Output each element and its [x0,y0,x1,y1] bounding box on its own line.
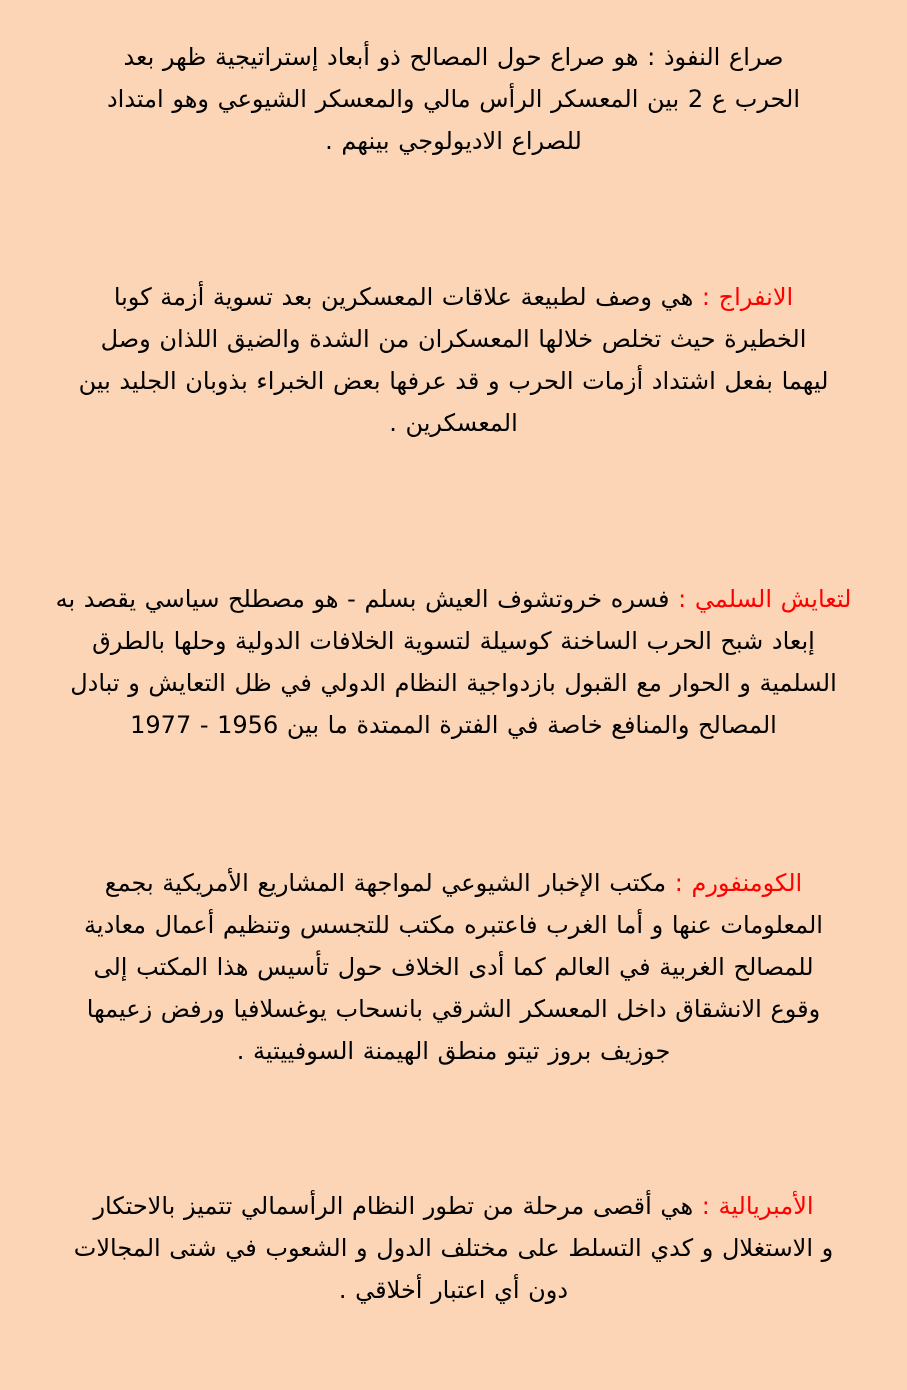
definition-line: للمصالح الغربية في العالم كما أدى الخلاف حول تأسيس هذا المكتب إلى [93,953,814,981]
definition-line [0,578,907,620]
definition-line: للصراع الاديولوجي بينهم . [325,127,582,155]
definition-term: الانفراج : [701,283,794,311]
definition-term: لتعايش السلمي : [678,585,852,613]
definition-line: ليهما بفعل اشتداد أزمات الحرب و قد عرفها بعض الخبراء بذوبان الجليد بين [78,367,829,395]
definition-text: فسره خروتشوف العيش بسلم - هو مصطلح سياسي يقصد به [55,585,679,613]
definition-line: وقوع الانشقاق داخل المعسكر الشرقي بانسحاب يوغسلافيا ورفض زعيمها [86,995,821,1023]
definition-text: مكتب الإخبار الشيوعي لمواجهة المشاريع الأمريكية بجمع [104,869,675,897]
definition-peaceful-coexistence [0,578,907,746]
definition-cominform [0,862,907,1072]
definition-line: الخطيرة حيث تخلص خلالها المعسكران من الشدة والضيق اللذان وصل [100,325,807,353]
definition-line: و الاستغلال و كدي التسلط على مختلف الدول و الشعوب في شتى المجالات [73,1234,834,1262]
definition-line: السلمية و الحوار مع القبول بازدواجية النظام الدولي في ظل التعايش و تبادل [70,669,837,697]
definition-line: المعسكرين . [389,409,518,437]
definition-line: إبعاد شبح الحرب الساخنة كوسيلة لتسوية الخلافات الدولية وحلها بالطرق [92,627,815,655]
definition-line: جوزيف بروز تيتو منطق الهيمنة السوفييتية . [236,1037,671,1065]
definition-text: هي أقصى مرحلة من تطور النظام الرأسمالي تتميز بالاحتكار [93,1192,702,1220]
definition-imperialism [0,1185,907,1311]
definition-line: دون أي اعتبار أخلاقي . [338,1276,569,1304]
definition-line: الحرب ع 2 بين المعسكر الرأس مالي والمعسكر الشيوعي وهو امتداد [106,85,801,113]
definition-term: الكومنفورم : [674,869,803,897]
definition-detente [0,276,907,444]
definition-line: المصالح والمنافع خاصة في الفترة الممتدة ما بين 1956 - 1977 [130,711,777,739]
definition-line [0,276,907,318]
definition-line [0,1185,907,1227]
definition-term: الأمبريالية : [701,1192,814,1220]
definition-line: المعلومات عنها و أما الغرب فاعتبره مكتب للتجسس وتنظيم أعمال معادية [84,911,823,939]
definition-spheres-of-influence [0,36,907,162]
definition-line [0,862,907,904]
definition-line: صراع النفوذ : هو صراع حول المصالح ذو أبعاد إستراتيجية ظهر بعد [123,43,784,71]
definition-text: هي وصف لطبيعة علاقات المعسكرين بعد تسوية أزمة كوبا [113,283,702,311]
